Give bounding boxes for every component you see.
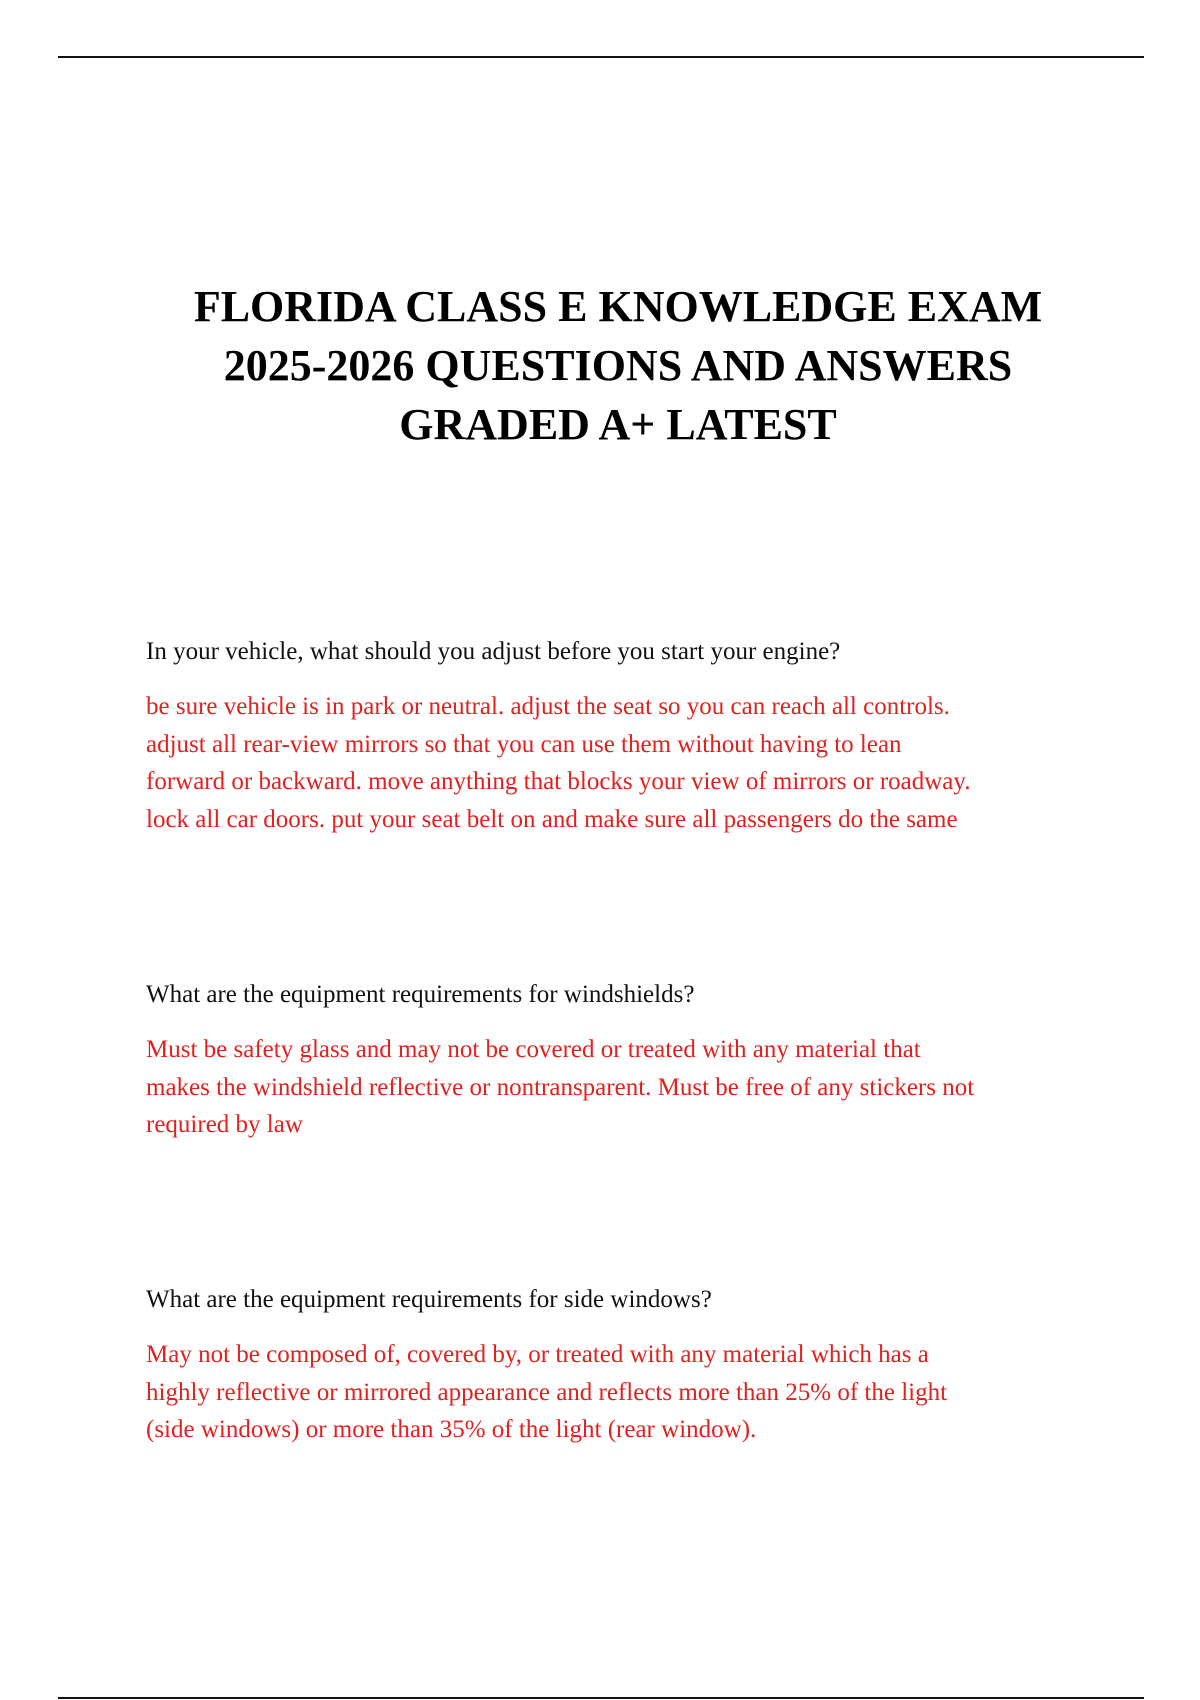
answer-line: May not be composed of, covered by, or treated with any material which has a bbox=[146, 1341, 929, 1368]
question-text: What are the equipment requirements for windshields? bbox=[146, 981, 695, 1008]
answer-line: lock all car doors. put your seat belt on and make sure all passengers do the same bbox=[146, 805, 958, 833]
answer-line: forward or backward. move anything that blocks your view of mirrors or roadway. bbox=[146, 768, 971, 795]
answer-line: highly reflective or mirrored appearance and reflects more than 25% of the light bbox=[146, 1378, 948, 1406]
title-line-2: 2025-2026 QUESTIONS AND ANSWERS bbox=[223, 341, 1013, 390]
answer-line: adjust all rear-view mirrors so that you can use them without having to lean bbox=[146, 730, 902, 758]
question-text: In your vehicle, what should you adjust before you start your engine? bbox=[146, 638, 841, 665]
title-line-3: GRADED A+ LATEST bbox=[399, 400, 837, 449]
qa-item-2 bbox=[146, 976, 1106, 1144]
answer-text bbox=[146, 688, 1106, 838]
qa-item-1 bbox=[146, 633, 1106, 838]
answer-line: (side windows) or more than 35% of the light (rear window). bbox=[146, 1416, 757, 1443]
question-text: What are the equipment requirements for side windows? bbox=[146, 1286, 712, 1313]
qa-item-3 bbox=[146, 1281, 1106, 1449]
title-line-1: FLORIDA CLASS E KNOWLEDGE EXAM bbox=[193, 282, 1043, 331]
answer-line: makes the windshield reflective or nontransparent. Must be free of any stickers not bbox=[146, 1073, 975, 1101]
document-title bbox=[140, 277, 1096, 454]
answer-text bbox=[146, 1031, 1106, 1144]
footer-rule bbox=[58, 1697, 1144, 1699]
answer-line: required by law bbox=[146, 1111, 303, 1138]
header-rule bbox=[58, 56, 1144, 58]
answer-line: Must be safety glass and may not be covered or treated with any material that bbox=[146, 1036, 921, 1063]
answer-text bbox=[146, 1336, 1106, 1449]
answer-line: be sure vehicle is in park or neutral. adjust the seat so you can reach all controls. bbox=[146, 693, 950, 720]
